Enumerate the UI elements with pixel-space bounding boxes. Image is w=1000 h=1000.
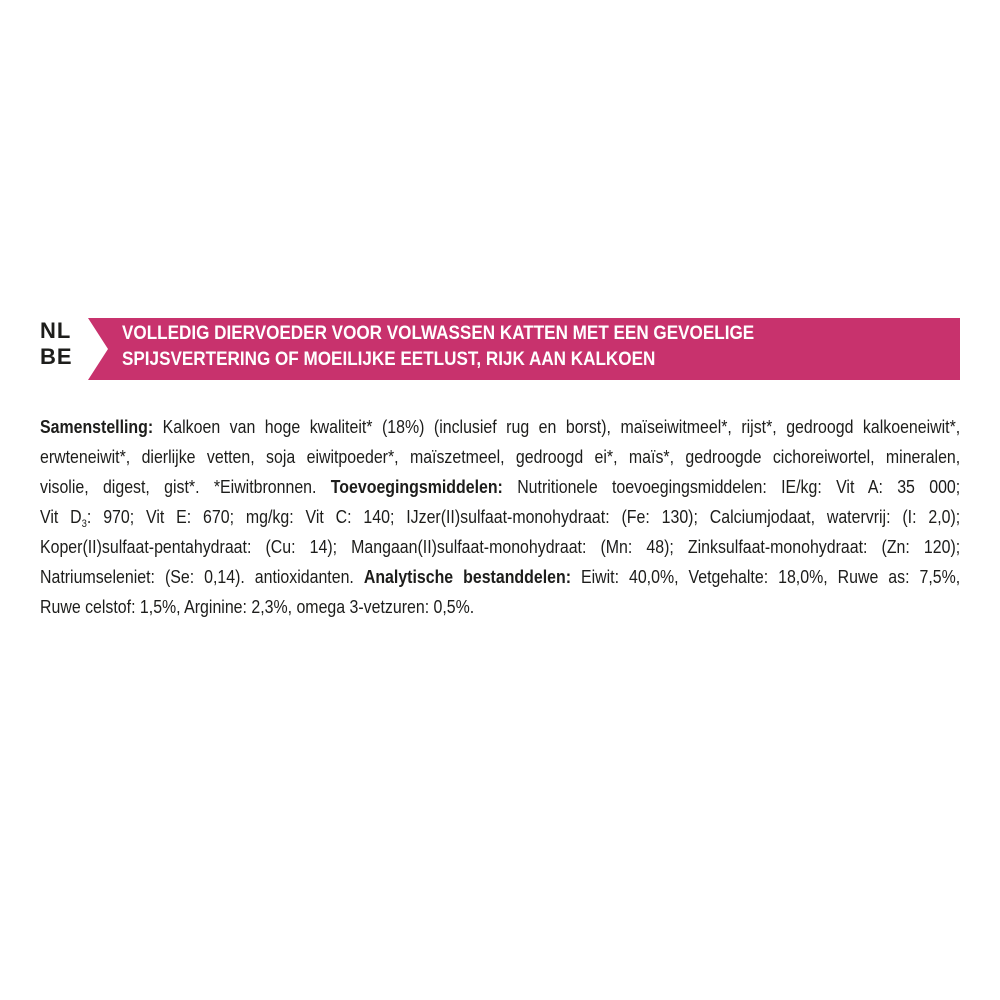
- text-line-7: Ruwe celstof: 1,5%, Arginine: 2,3%, omega 3-vetzuren: 0,5%.: [40, 596, 475, 617]
- lang-code-nl: NL: [40, 318, 72, 343]
- text-line-6: Natriumseleniet: (Se: 0,14). antioxidanten. Analytische bestanddelen: Eiwit: 40,0%, Vetgehalte: 18,0%, Ruwe as: 7,5%,: [40, 566, 961, 587]
- text-line-4: Vit $D_3$: 970; Vit E: 670; mg/kg: Vit C: 140; IJzer(II)sulfaat-monohydraat: (Fe: 130); Calciumjodaat, watervrij: (I: 2,0);: [40, 506, 961, 530]
- text-line-1: Samenstelling: Kalkoen van hoge kwaliteit* (18%) (inclusief rug en borst), maïseiwitmeel*, rijst*, gedroogd kalkoeneiwit*,: [40, 416, 961, 437]
- text-line-3: visolie, digest, gist*. *Eiwitbronnen. Toevoegingsmiddelen: Nutritionele toevoegingsmiddelen: IE/kg: Vit A: 35 000;: [40, 476, 961, 497]
- analytical-heading: Analytische bestanddelen:: [363, 566, 571, 587]
- lang-code-be: BE: [40, 344, 73, 369]
- text-line-2: erwteneiwit*, dierlijke vetten, soja eiwitpoeder*, maïszetmeel, gedroogd ei*, maïs*, gedroogde cichoreiwortel, mineralen,: [40, 446, 961, 467]
- text-line-5: Koper(II)sulfaat-pentahydraat: (Cu: 14); Mangaan(II)sulfaat-monohydraat: (Mn: 48); Zinksulfaat-monohydraat: (Zn: 120);: [40, 536, 961, 557]
- composition-heading: Samenstelling:: [40, 416, 154, 437]
- product-title: [122, 321, 869, 373]
- additives-heading: Toevoegingsmiddelen:: [330, 476, 503, 497]
- product-title-line-1: VOLLEDIG DIERVOEDER VOOR VOLWASSEN KATTEN MET EEN GEVOELIGE: [122, 323, 755, 344]
- composition-text: [40, 412, 960, 622]
- label-header: [40, 318, 960, 380]
- product-title-line-2: SPIJSVERTERING OF MOEILIJKE EETLUST, RIJK AAN KALKOEN: [122, 349, 656, 370]
- language-codes: [40, 318, 80, 370]
